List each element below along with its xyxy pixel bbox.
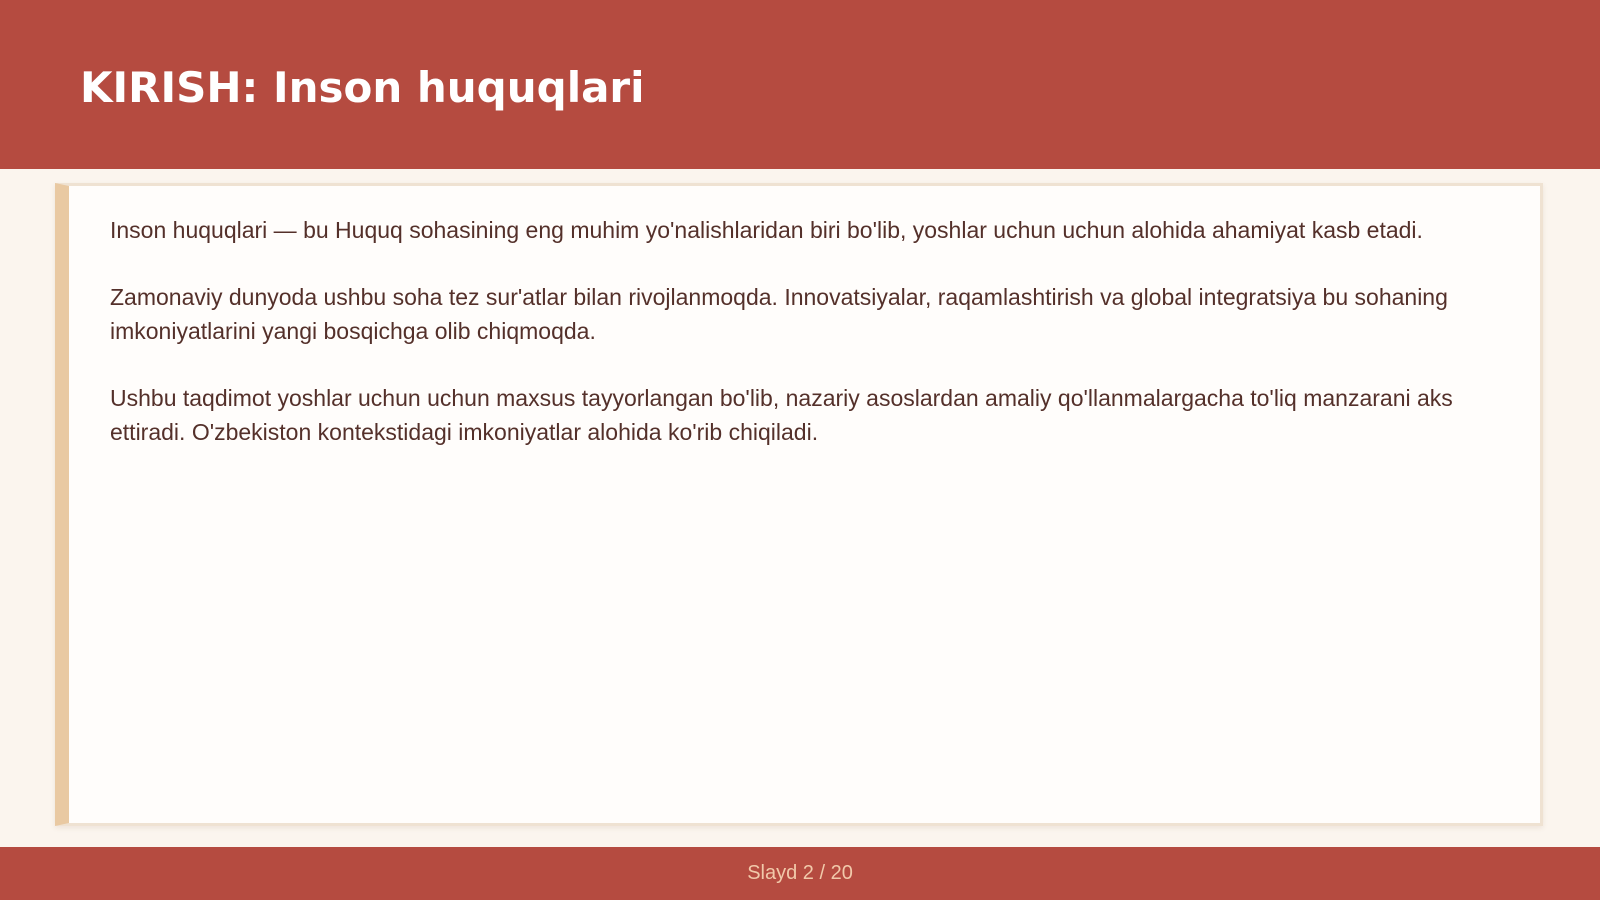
slide-footer <box>0 847 1600 900</box>
intro-paragraph: Inson huquqlari — bu Huquq sohasining eng muhim yo'nalishlaridan biri bo'lib, yoshlar uchun uchun alohida ahamiyat kasb etadi. <box>110 217 1423 243</box>
presentation-paragraph: Ushbu taqdimot yoshlar uchun uchun maxsus tayyorlangan bo'lib, nazariy asoslardan amaliy qo'llanmalargacha to'liq manzarani aks ettiradi. O'zbekiston kontekstidagi imkoniyatlar alohida ko'rib chiqiladi. <box>110 385 1453 445</box>
slide-header <box>0 0 1600 169</box>
slide-number: Slayd 2 / 20 <box>747 862 853 884</box>
slide-title: KIRISH: Inson huquqlari <box>80 63 645 112</box>
development-paragraph: Zamonaviy dunyoda ushbu soha tez sur'atlar bilan rivojlanmoqda. Innovatsiyalar, raqamlashtirish va global integratsiya bu sohaning imkoniyatlarini yangi bosqichga olib chiqmoqda. <box>110 284 1448 344</box>
content-text <box>110 213 1495 482</box>
content-card <box>55 183 1543 826</box>
